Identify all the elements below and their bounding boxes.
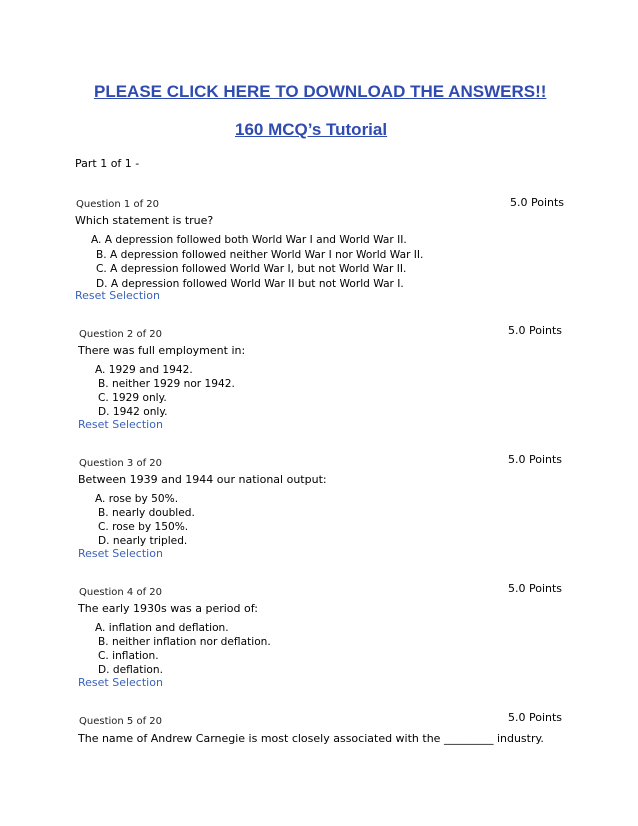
download-answers-link[interactable]: PLEASE CLICK HERE TO DOWNLOAD THE ANSWERS!! (94, 82, 547, 101)
answer-option[interactable]: B. A depression followed neither World War I nor World War II. (96, 249, 424, 261)
answer-option[interactable]: C. 1929 only. (98, 392, 167, 404)
answer-option[interactable]: B. nearly doubled. (98, 507, 195, 519)
answer-option[interactable]: D. nearly tripled. (98, 535, 188, 547)
answer-option[interactable]: D. A depression followed World War II but not World War I. (96, 278, 404, 290)
answer-option[interactable]: A. inflation and deflation. (95, 622, 229, 634)
question-text: Between 1939 and 1944 our national output: (78, 473, 327, 486)
question-number: Question 3 of 20 (79, 458, 162, 469)
answer-option[interactable]: C. A depression followed World War I, but not World War II. (96, 263, 407, 275)
question-number: Question 4 of 20 (79, 587, 162, 598)
question-text: Which statement is true? (75, 214, 214, 227)
question-points: 5.0 Points (508, 324, 563, 337)
tutorial-title[interactable]: 160 MCQ’s Tutorial (235, 120, 388, 139)
reset-selection-link[interactable]: Reset Selection (78, 676, 163, 689)
answer-option[interactable]: D. 1942 only. (98, 406, 168, 418)
question-text: There was full employment in: (78, 344, 246, 357)
question-points: 5.0 Points (510, 196, 565, 209)
answer-option[interactable]: B. neither 1929 nor 1942. (98, 378, 235, 390)
question-points: 5.0 Points (508, 453, 563, 466)
answer-option[interactable]: A. 1929 and 1942. (95, 364, 193, 376)
answer-option[interactable]: C. rose by 150%. (98, 521, 189, 533)
part-label: Part 1 of 1 - (75, 157, 140, 170)
question-number: Question 1 of 20 (76, 199, 159, 210)
reset-selection-link[interactable]: Reset Selection (78, 547, 163, 560)
answer-option[interactable]: C. inflation. (98, 650, 159, 662)
question-number: Question 5 of 20 (79, 716, 162, 727)
answer-option[interactable]: A. rose by 50%. (95, 493, 179, 505)
question-number: Question 2 of 20 (79, 329, 162, 340)
reset-selection-link[interactable]: Reset Selection (75, 289, 160, 302)
question-text: The early 1930s was a period of: (78, 602, 258, 615)
question-points: 5.0 Points (508, 711, 563, 724)
reset-selection-link[interactable]: Reset Selection (78, 418, 163, 431)
question-text: The name of Andrew Carnegie is most closely associated with the _________ industry. (78, 732, 544, 745)
answer-option[interactable]: A. A depression followed both World War I and World War II. (91, 234, 407, 246)
question-points: 5.0 Points (508, 582, 563, 595)
answer-option[interactable]: B. neither inflation nor deflation. (98, 636, 271, 648)
answer-option[interactable]: D. deflation. (98, 664, 163, 676)
